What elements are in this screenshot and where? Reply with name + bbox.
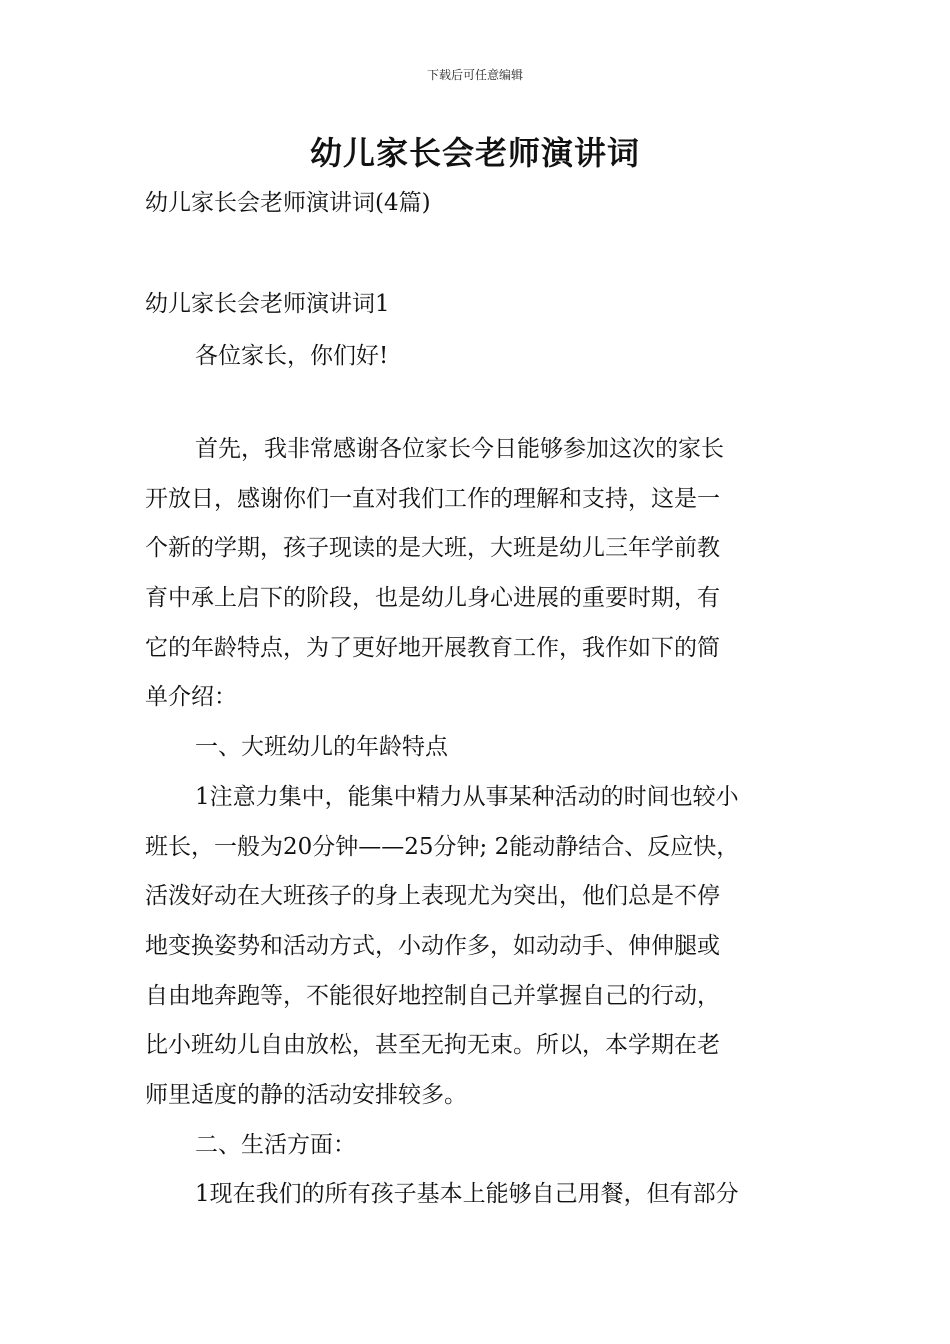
paragraph-line: 开放日，感谢你们一直对我们工作的理解和支持，这是一 [145, 485, 720, 512]
paragraph-line: 活泼好动在大班孩子的身上表现尤为突出，他们总是不停 [145, 883, 720, 910]
heading-line: 二、生活方面： [195, 1131, 356, 1158]
heading-line: 一、大班幼儿的年龄特点 [195, 734, 448, 761]
paragraph-line: 师里适度的静的活动安排较多。 [145, 1081, 467, 1108]
paragraph-line: 育中承上启下的阶段，也是幼儿身心进展的重要时期，有 [145, 585, 720, 612]
paragraph-line: 自由地奔跑等，不能很好地控制自己并掌握自己的行动， [145, 982, 720, 1009]
paragraph-line: 1注意力集中，能集中精力从事某种活动的时间也较小 [195, 783, 739, 810]
paragraph-line: 首先，我非常感谢各位家长今日能够参加这次的家长 [195, 436, 724, 462]
paragraph-line: 比小班幼儿自由放松，甚至无拘无束。所以，本学期在老 [145, 1032, 720, 1059]
document-body [145, 428, 810, 1223]
section-title: 幼儿家长会老师演讲词1 [145, 291, 390, 317]
header-note: 下载后可任意编辑 [426, 68, 523, 82]
document-subtitle: 幼儿家长会老师演讲词(4篇) [145, 190, 431, 216]
paragraph-line: 地变换姿势和活动方式，小动作多，如动动手、伸伸腿或 [145, 932, 720, 959]
paragraph-line: 1现在我们的所有孩子基本上能够自己用餐，但有部分 [195, 1181, 739, 1208]
paragraph-line: 它的年龄特点，为了更好地开展教育工作，我作如下的简 [145, 634, 720, 661]
document-title: 幼儿家长会老师演讲词 [309, 134, 640, 172]
paragraph-line: 班长，一般为20分钟——25分钟; 2能动静结合、反应快， [145, 833, 740, 860]
paragraph-line: 个新的学期，孩子现读的是大班，大班是幼儿三年学前教 [145, 535, 720, 562]
paragraph-line: 单介绍： [145, 684, 237, 711]
greeting: 各位家长，你们好! [195, 343, 389, 369]
